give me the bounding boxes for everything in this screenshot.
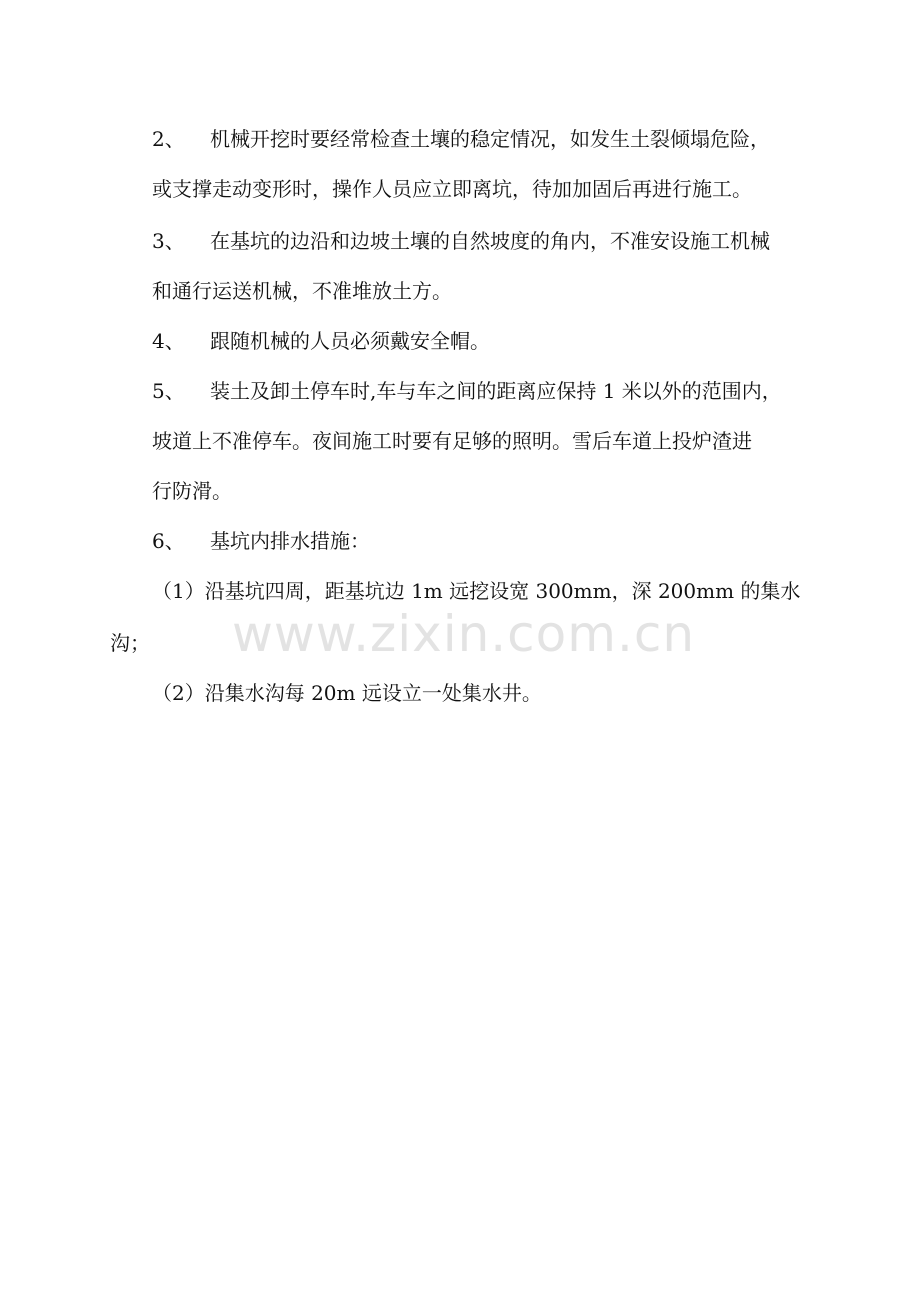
item-number: 6、 <box>152 529 185 553</box>
item-number: 4、 <box>152 329 185 353</box>
item-5-line-2: 坡道上不准停车。夜间施工时要有足够的照明。雪后车道上投炉渣进 <box>152 429 752 453</box>
item-text: 跟随机械的人员必须戴安全帽。 <box>210 329 490 353</box>
item-number: 5、 <box>152 379 185 403</box>
watermark: www.zixin.com.cn <box>232 605 696 663</box>
item-3-line-2: 和通行运送机械，不准堆放土方。 <box>152 279 452 303</box>
item-text: 基坑内排水措施： <box>210 529 370 553</box>
item-text: 在基坑的边沿和边坡土壤的自然坡度的角内，不准安设施工机械 <box>210 229 770 253</box>
item-text: 机械开挖时要经常检查土壤的稳定情况，如发生土裂倾塌危险， <box>210 127 770 151</box>
subitem-1-line-1: （1）沿基坑四周，距基坑边 1m 远挖设宽 300mm，深 200mm 的集水 <box>152 579 801 603</box>
item-5-line-3: 行防滑。 <box>152 479 232 503</box>
subitem-1-line-2: 沟； <box>110 631 150 655</box>
item-text: 装土及卸土停车时,车与车之间的距离应保持 1 米以外的范围内， <box>210 379 782 403</box>
item-number: 2、 <box>152 127 185 151</box>
item-2-line-2: 或支撑走动变形时，操作人员应立即离坑，待加加固后再进行施工。 <box>152 177 752 201</box>
item-number: 3、 <box>152 229 185 253</box>
subitem-2-line-1: （2）沿集水沟每 20m 远设立一处集水井。 <box>152 681 542 705</box>
